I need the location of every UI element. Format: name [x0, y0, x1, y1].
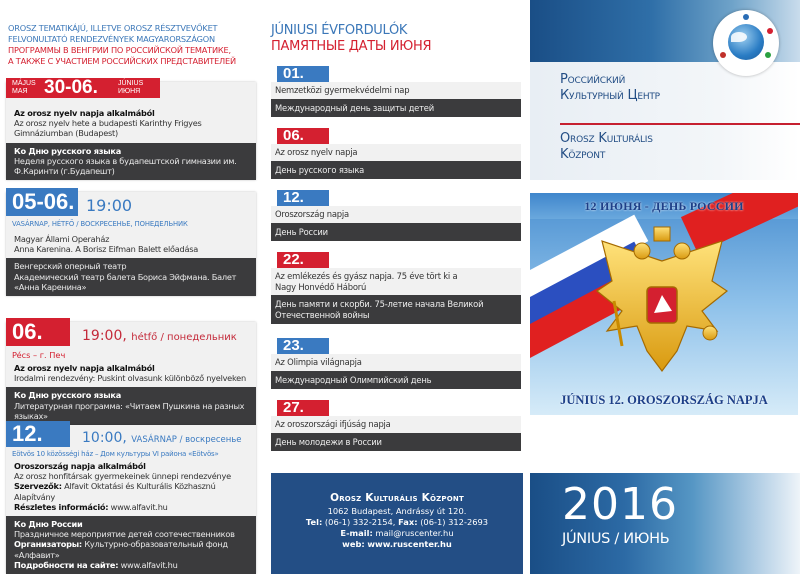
anniversary-hu: Az oroszországi ifjúság napja — [271, 416, 521, 433]
anniversary-item — [271, 400, 521, 451]
issue-year: 2016 — [562, 479, 678, 530]
anniversary-hu: Oroszország napja — [271, 206, 521, 223]
events-intro — [8, 23, 258, 67]
event-ru-info-label: Подробности на сайте: — [14, 559, 119, 570]
anniversary-ru: Международный Олимпийский день — [271, 371, 521, 390]
intro-hu-line2: FELVONULTATÓ RENDEZVÉNYEK MAGYARORSZÁGON — [8, 34, 215, 44]
event-date-badge: 12. — [6, 421, 70, 447]
brand-name-ru: Российский Культурный Центр — [560, 72, 660, 103]
issue-month: JÚNIUS / ИЮНЬ — [562, 531, 670, 547]
contact-email-link[interactable]: mail@ruscenter.hu — [375, 528, 454, 538]
anniversary-hu: Az orosz nyelv napja — [271, 144, 521, 161]
contact-fax: (06-1) 312-2693 — [420, 517, 489, 527]
figure-icon — [720, 52, 726, 58]
anniversary-hu: Nemzetközi gyermekvédelmi nap — [271, 82, 521, 99]
anniversary-hu: Az emlékezés és gyász napja. 75 éve tört ki a Nagy Honvédő Háború — [271, 268, 521, 295]
contact-tel: (06-1) 332-2154, — [324, 517, 396, 527]
event-hu-title: Az orosz nyelv napja alkalmából — [14, 108, 155, 118]
event-date-badge: 05-06. — [6, 188, 78, 216]
contact-address: 1062 Budapest, Andrássy út 120. — [327, 506, 467, 516]
issue-band — [530, 473, 800, 574]
contact-web-link[interactable]: www.ruscenter.hu — [367, 539, 452, 549]
contact-web-label: web: — [342, 539, 365, 549]
event-date: 30-06. — [44, 77, 98, 98]
anniversaries-title-hu: JÚNIUSI ÉVFORDULÓK — [271, 23, 408, 38]
contact-box — [271, 473, 523, 574]
event-ru-title: Ко Дню русского языка — [14, 390, 122, 401]
globe-icon — [728, 24, 764, 60]
event-date-badge: 06. — [6, 318, 70, 346]
anniversary-date: 06. — [277, 128, 329, 144]
russia-day-poster — [530, 193, 798, 415]
contact-fax-label: Fax: — [398, 517, 418, 527]
event-card — [6, 319, 256, 425]
anniversary-date: 27. — [277, 400, 329, 416]
cover-column — [530, 0, 800, 574]
anniversary-ru: День молодежи в России — [271, 433, 521, 452]
event-days: VASÁRNAP / воскресенье — [131, 435, 242, 445]
brand-name-hu: Orosz Kulturális Központ — [560, 131, 653, 162]
anniversary-item — [271, 252, 521, 324]
dove-icon — [731, 32, 747, 42]
coat-of-arms-icon — [592, 221, 732, 381]
event-hu-text: Irodalmi rendezvény: Puskint olvasunk különböző nyelveken — [14, 373, 246, 384]
event-ru-text: Праздничное мероприятие детей соотечественников — [14, 529, 235, 540]
event-hu-info-label: Részletes információ: — [14, 501, 109, 512]
event-hu-title: Oroszország napja alkalmából — [14, 461, 146, 471]
figure-icon — [767, 28, 773, 34]
event-hu-org-label: Szervezők: — [14, 481, 62, 492]
contact-email-label: E-mail: — [340, 528, 373, 538]
event-hu-text: Az orosz nyelv hete a budapesti Karinthy Frigyes Gimnáziumban (Budapest) — [14, 118, 202, 139]
anniversary-item — [271, 338, 521, 389]
anniversary-item — [271, 190, 521, 241]
event-place: Eötvös 10 közösségi ház – Дом культуры VI района «Eötvös» — [12, 450, 219, 458]
anniversary-hu: Az Olimpia világnapja — [271, 354, 521, 371]
poster-title-hu: JÚNIUS 12. OROSZORSZÁG NAPJA — [560, 393, 768, 407]
date-prefix-ru: МАЯ — [12, 87, 28, 95]
center-logo — [713, 10, 779, 76]
figure-icon — [743, 14, 749, 20]
anniversaries-title-ru: ПАМЯТНЫЕ ДАТЫ ИЮНЯ — [271, 39, 432, 54]
anniversary-date: 01. — [277, 66, 329, 82]
date-suffix-hu: JÚNIUS — [118, 80, 144, 87]
date-suffix-ru: ИЮНЯ — [118, 87, 141, 95]
event-card — [6, 77, 256, 180]
poster-title-ru: 12 ИЮНЯ - ДЕНЬ РОССИИ — [584, 199, 744, 213]
event-time: 19:00, — [82, 328, 127, 344]
event-ru-info-link[interactable]: www.alfavit.hu — [120, 559, 178, 570]
event-ru-title: Ко Дню России — [14, 519, 83, 530]
brand-divider — [560, 123, 800, 125]
event-ru-title: Ко Дню русского языка — [14, 145, 122, 156]
event-hu-title: Az orosz nyelv napja alkalmából — [14, 363, 155, 373]
figure-icon — [765, 52, 771, 58]
event-ru-org-label: Организаторы: — [14, 539, 82, 550]
event-ru-text: Литературная программа: «Читаем Пушкина на разных языках» — [14, 400, 245, 421]
event-ru-line1: Венгерский оперный театр — [14, 261, 127, 272]
event-place: Pécs – г. Печ — [12, 350, 66, 360]
intro-ru-line2: А ТАКЖЕ С УЧАСТИЕМ РОССИЙСКИХ ПРЕДСТАВИТЕЛЕЙ — [8, 56, 236, 66]
contact-org: Orosz Kulturális Központ — [330, 492, 464, 504]
event-card — [6, 421, 256, 574]
anniversary-item — [271, 128, 521, 179]
event-hu-text: Az orosz honfitársak gyermekeinek ünnepi rendezvénye — [14, 471, 231, 482]
event-card — [6, 189, 256, 296]
date-prefix-hu: MÁJUS — [12, 80, 36, 87]
anniversary-date: 12. — [277, 190, 329, 206]
anniversaries-title — [271, 23, 431, 55]
anniversaries-column — [265, 0, 527, 574]
anniversary-ru: День памяти и скорби. 75-летие начала Великой Отечественной войны — [271, 295, 521, 324]
event-ru-text: Неделя русского языка в будапештской гимназии им. Ф.Каринти (г.Будапешт) — [14, 155, 237, 177]
event-time: 19:00 — [86, 196, 133, 215]
anniversary-ru: День русского языка — [271, 161, 521, 180]
event-ru-line2: Академический театр балета Бориса Эйфмана. Балет «Анна Каренина» — [14, 271, 237, 292]
event-hu-org: Alfavit Oktatási és Kulturális Közhasznú Alapítvány — [14, 481, 216, 502]
event-hu-info-link[interactable]: www.alfavit.hu — [110, 501, 168, 512]
intro-hu-line1: OROSZ TEMATIKÁJÚ, ILLETVE OROSZ RÉSZTVEVŐKET — [8, 23, 218, 33]
event-days: hétfő / понедельник — [131, 332, 237, 343]
event-date-badge — [6, 78, 160, 98]
events-column — [0, 0, 262, 574]
event-ru-org: Культурно-образовательный фонд «Алфавит» — [14, 539, 228, 560]
anniversary-ru: Международный день защиты детей — [271, 99, 521, 118]
intro-ru-line1: ПРОГРАММЫ В ВЕНГРИИ ПО РОССИЙСКОЙ ТЕМАТИКЕ, — [8, 45, 231, 55]
contact-tel-label: Tel: — [305, 517, 323, 527]
anniversary-item — [271, 66, 521, 117]
event-hu-line2: Anna Karenina. A Borisz Eifman Balett előadása — [14, 244, 198, 255]
event-hu-line1: Magyar Állami Operaház — [14, 234, 110, 244]
anniversary-date: 22. — [277, 252, 329, 268]
event-days: VASÁRNAP, HÉTFŐ / ВОСКРЕСЕНЬЕ, ПОНЕДЕЛЬНИК — [12, 220, 188, 228]
event-time: 10:00, — [82, 430, 127, 446]
anniversary-ru: День России — [271, 223, 521, 242]
anniversary-date: 23. — [277, 338, 329, 354]
